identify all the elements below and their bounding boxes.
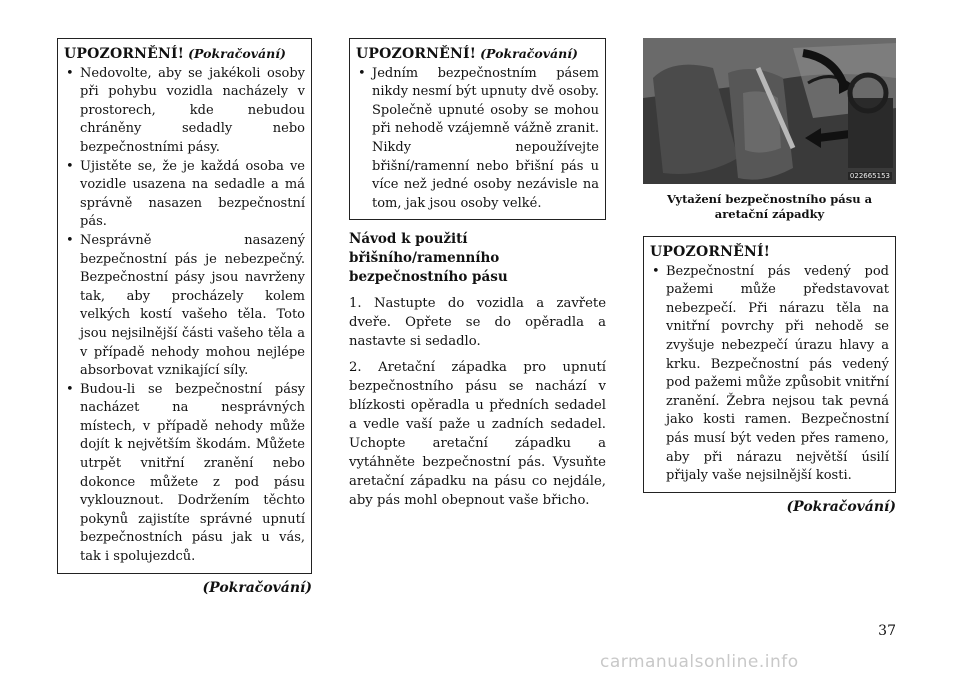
warning-list [356, 65, 599, 214]
warning-list [64, 65, 305, 567]
warning-item: • Budou-li se bezpečnostní pásy nacházet na nesprávných místech, v případě nehody může dojít k největším škodám. Můžete utrpět vnitřní zranění nebo dokonce můžete z pod pásu vyklouznout. Dodržením těchto pokynů zajistíte správné upnutí bezpečnostních pásu jak u vás, tak i spolujezdců. [64, 381, 305, 567]
continued-label: (Pokračování) [202, 579, 312, 596]
instruction-step: 1. Nastupte do vozidla a zavřete dveře. Opřete se do opěradla a nastavte si sedadlo. [349, 296, 606, 350]
page-number: 37 [878, 623, 896, 639]
instruction-step: 2. Aretační západka pro upnutí bezpečnostního pásu se nachází v blízkosti opěradla u předních sedadel a vedle vaší paže u zadních sedadel. Uchopte aretační západku a vytáhněte bezpečnostní pás. Vysuňte aretační západku na pásu co nejdále, aby pás mohl obepnout vaše břicho. [349, 360, 606, 509]
warning-item: • Ujistěte se, že je každá osoba ve vozidle usazena na sedadle a má správně nasazen bezpečnostní pás. [64, 158, 305, 232]
warning-item: • Nesprávně nasazený bezpečnostní pás je nebezpečný. Bezpečnostní pásy jsou navrženy tak, aby procházely kolem velkých kostí vašeho těla. Toto jsou nejsilnější části vašeho těla a v případě nehody mohou nejlépe absorbovat vznikající síly. [64, 232, 305, 381]
warning-title: UPOZORNĚNÍ! [356, 46, 477, 62]
figure-code: 022665153 [849, 172, 890, 180]
seatbelt-illustration [643, 38, 896, 184]
warning-continued-tag: (Pokračování) [480, 46, 578, 61]
warning-item: • Nedovolte, aby se jakékoli osoby při pohybu vozidla nacházely v prostorech, kde nebudou chráněny sedadly nebo bezpečnostními pásy. [64, 65, 305, 158]
continued-label: (Pokračování) [786, 498, 896, 515]
figure-caption: Vytažení bezpečnostního pásu a aretační západky [666, 192, 873, 221]
warning-title: UPOZORNĚNÍ! [64, 46, 185, 62]
watermark: carmanualsonline.info [600, 652, 799, 672]
warning-box-2 [349, 38, 606, 220]
warning-title: UPOZORNĚNÍ! [650, 244, 771, 260]
warning-continued-tag: (Pokračování) [188, 46, 286, 61]
column-left [57, 38, 312, 596]
column-middle [349, 38, 606, 510]
seatbelt-photo [643, 38, 896, 184]
warning-list [650, 263, 889, 486]
warning-header [64, 45, 305, 65]
warning-header [356, 45, 599, 65]
section-title: Návod k použití břišního/ramenního bezpečnostního pásu [349, 231, 508, 286]
warning-header [650, 243, 889, 263]
warning-box-3 [643, 236, 896, 493]
warning-item: • Jedním bezpečnostním pásem nikdy nesmí být upnuty dvě osoby. Společně upnuté osoby se mohou při nehodě vzájemně vážně zranit. Nikdy nepoužívejte břišní/ramenní nebo břišní pás u více než jedné osoby nezávisle na tom, jak jsou osoby velké. [356, 65, 599, 214]
warning-box-1 [57, 38, 312, 574]
warning-item: • Bezpečnostní pás vedený pod pažemi může představovat nebezpečí. Při nárazu těla na vnitřní povrchy při nehodě se zvyšuje nebezpečí úrazu hlavy a krku. Bezpečnostní pás vedený pod pažemi může způsobit vnitřní zranění. Žebra nejsou tak pevná jako kosti ramen. Bezpečnostní pás musí být veden přes rameno, aby při nárazu největší úsilí přijaly vaše nejsilnější kosti. [650, 263, 889, 486]
column-right [643, 38, 896, 515]
